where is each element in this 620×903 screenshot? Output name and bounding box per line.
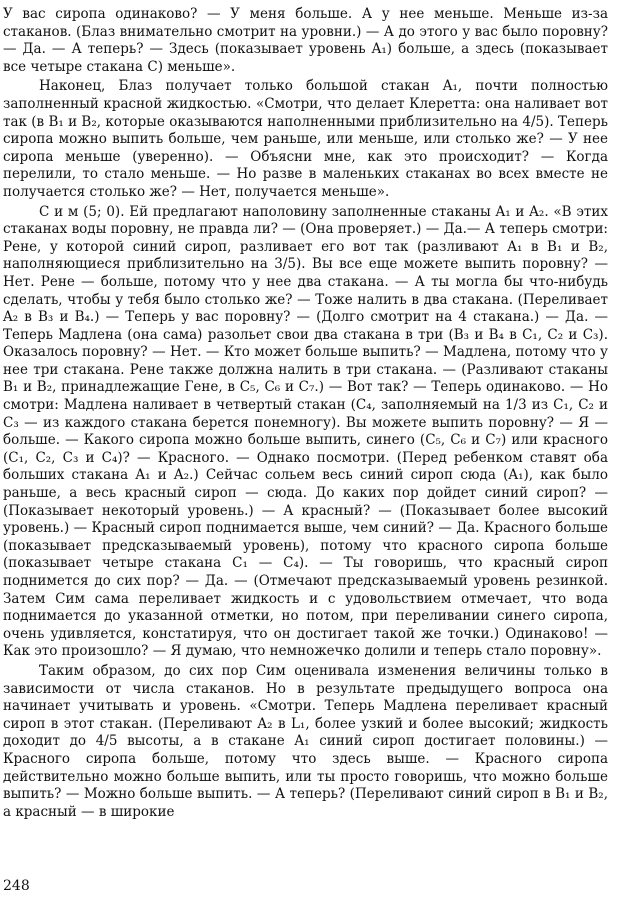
paragraph-2: Наконец, Блаз получает только большой стакан A₁, почти полностью заполненный красной жидкостью. «Смотри, что делает Клеретта: она наливает вот так (в B₁ и B₂, которые оказываются наполненными приблизительно на 4/5). Теперь сиропа можно выпить больше, чем раньше, или меньше, или столько же? — У нее сиропа меньше (уверенно). — Объясни мне, как это происходит? — Когда перелили, то стало меньше. — Но разве в маленьких стаканах во всех вместе не получается столько же? — Нет, получается меньше». (3, 78, 608, 200)
paragraph-3: С и м (5; 0). Ей предлагают наполовину заполненные стаканы A₁ и A₂. «В этих стаканах воды поровну, не правда ли? — (Она проверяет.) — Да.— А теперь смотри: Рене, у которой синий сироп, разливает его вот так (разливают A₁ в B₁ и B₂, наполняющиеся приблизительно на 3/5). Вы все еще можете выпить поровну? — Нет. Рене — больше, потому что у нее два стакана. — А ты могла бы что-нибудь сделать, чтобы у тебя было столько же? — Тоже налить в два стакана. (Переливает A₂ в B₃ и B₄.) — Теперь у вас поровну? — (Долго смотрит на 4 стакана.) — Да. — Теперь Мадлена (она сама) разольет свои два стакана в три (B₃ и B₄ в C₁, C₂ и C₃). Оказалось поровну? — Нет. — Кто может больше выпить? — Мадлена, потому что у нее три стакана. Рене также должна налить в три стакана. — (Разливают стаканы B₁ и B₂, принадлежащие Гене, в C₅, C₆ и C₇.) — Вот так? — Теперь одинаково. — Но смотри: Мадлена наливает в четвертый стакан (C₄, заполняемый на 1/3 из C₁, C₂ и C₃ — из каждого стакана берется понемногу). Вы можете выпить поровну? — Я — больше. — Какого сиропа можно больше выпить, синего (C₅, C₆ и C₇) или красного (C₁, C₂, C₃ и C₄)? — Красного. — Однако посмотри. (Перед ребенком ставят оба больших стакана A₁ и A₂.) Сейчас сольем весь синий сироп сюда (A₁), как было раньше, а весь красный сироп — сюда. До каких пор дойдет синий сироп? — (Показывает некоторый уровень.) — А красный? — (Показывает более высокий уровень.) — Красный сироп поднимается выше, чем синий? — Да. Красного больше (показывает предсказываемый уровень), потому что красного сиропа больше (показывает четыре стакана C₁ — C₄). — Ты говоришь, что красный сироп поднимется до сих пор? — Да. — (Отмечают предсказываемый уровень резинкой. Затем Сим сама переливает жидкость и с удовольствием отмечает, что вода поднимается до указанной отметки, но потом, при переливании синего сиропа, очень удивляется, констатируя, что он достигает такой же точки.) Одинаково! — Как это произошло? — Я думаю, что немножечко долили и теперь стало поровну». (3, 203, 608, 660)
paragraph-1: У вас сиропа одинаково? — У меня больше. А у нее меньше. Меньше из-за стаканов. (Блаз внимательно смотрит на уровни.) — А до этого у вас было поровну? — Да. — А теперь? — Здесь (показывает уровень A₁) больше, а здесь (показывает все четыре стакана C) меньше». (3, 6, 608, 75)
paragraph-4: Таким образом, до сих пор Сим оценивала изменения величины только в зависимости от числа стаканов. Но в результате предыдущего вопроса она начинает учитывать и уровень. «Смотри. Теперь Мадлена переливает красный сироп в этот стакан. (Переливают A₂ в L₁, более узкий и более высокий; жидкость доходит до 4/5 высоты, а в стакане A₁ синий сироп достигает половины.) — Красного сиропа больше, потому что здесь выше. — Красного сиропа действительно можно больше выпить, или ты просто говоришь, что можно больше выпить? — Можно больше выпить. — А теперь? (Переливают синий сироп в B₁ и B₂, а красный — в широкие (3, 662, 608, 820)
page-number: 248 (3, 878, 30, 894)
page-text (3, 6, 608, 821)
